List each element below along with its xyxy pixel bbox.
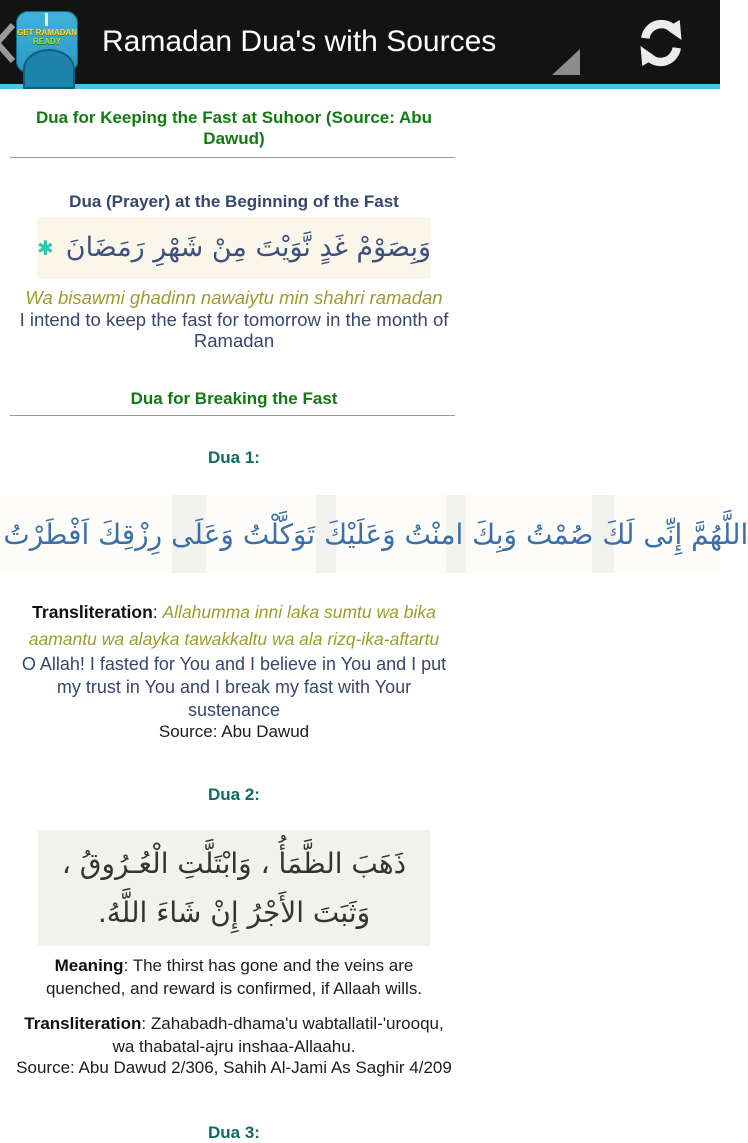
- colon: :: [152, 602, 163, 622]
- transliteration-label: Transliteration: [24, 1014, 142, 1033]
- translation-dua1: O Allah! I fasted for You and I believe in You and I put my trust in You and I break my fast with Your sustenance: [21, 654, 447, 720]
- arabic-text-dua1: اللَّهُمَّ إِنِّى لَكَ صُمْتُ وَبِكَ امنْتُ وَعَلَيْكَ تَوَكَّلْتُ وَعَلَى رِزْقِكَ اَفْطَرْتُ: [3, 517, 748, 551]
- back-chevron-icon[interactable]: [0, 22, 17, 64]
- transliteration-suhoor: Wa bisawmi ghadinn nawaiytu min shahri ramadan: [25, 287, 443, 308]
- app-icon[interactable]: [16, 11, 78, 73]
- transliteration-dua2: [16, 1012, 452, 1058]
- colon: :: [141, 1014, 151, 1033]
- refresh-icon: [632, 14, 690, 72]
- content-webview[interactable]: [0, 107, 748, 1143]
- meaning-dua2: [16, 954, 452, 1000]
- asterisk-icon: ✱: [36, 237, 54, 260]
- arabic-image-dua2: [38, 830, 430, 946]
- meaning-label: Meaning: [54, 956, 124, 975]
- arabic-image-dua1: [0, 495, 748, 573]
- dua1-heading: Dua 1:: [208, 448, 260, 467]
- app-icon-text-line1: GET RAMADAN: [17, 28, 77, 37]
- minaret-icon: [45, 13, 48, 26]
- arabic-text-dua2-line1: ذَهَبَ الظَّمَأُ ، وَابْتَلَّتِ الْعُـرُوقُ ،: [61, 847, 407, 880]
- divider: [10, 415, 455, 416]
- colon: :: [123, 956, 133, 975]
- refresh-button[interactable]: [632, 14, 690, 72]
- translation-suhoor: I intend to keep the fast for tomorrow in the month of Ramadan: [19, 309, 449, 351]
- section-title-suhoor: Dua for Keeping the Fast at Suhoor (Source: Abu Dawud): [35, 108, 433, 148]
- source-dua1: Source: Abu Dawud: [158, 722, 310, 741]
- transliteration-dua1: [14, 599, 454, 653]
- transliteration-text: Zahabadh-dhama'u wabtallatil-'urooqu, wa thabatal-ajru inshaa-Allaahu.: [112, 1014, 444, 1056]
- mosque-dome-icon: [23, 49, 75, 89]
- dua3-heading: Dua 3:: [208, 1123, 260, 1142]
- header-accent-bar: [0, 84, 720, 89]
- dua2-heading: Dua 2:: [208, 785, 260, 804]
- spinner-caret-icon[interactable]: [552, 49, 580, 75]
- section-title-breaking: Dua for Breaking the Fast: [130, 389, 338, 408]
- action-bar: [0, 0, 720, 84]
- app-icon-text-line2: READY: [32, 37, 61, 46]
- transliteration-text: Allahumma inni laka sumtu wa bika aamantu wa alayka tawakkaltu wa ala rizq-ika-aftartu: [28, 602, 440, 649]
- page-title: Ramadan Dua's with Sources: [102, 25, 497, 58]
- transliteration-label: Transliteration: [32, 602, 153, 622]
- arabic-text-dua2-line2: وَثَبَتَ الأَجْرُ إِنْ شَاءَ اللَّهُ.: [97, 896, 371, 929]
- meaning-text: The thirst has gone and the veins are quenched, and reward is confirmed, if Allaah wills.: [45, 956, 423, 998]
- divider: [10, 157, 455, 158]
- subheading-beginning-of-fast: Dua (Prayer) at the Beginning of the Fast: [69, 192, 399, 211]
- arabic-image-suhoor: [37, 217, 431, 279]
- source-dua2: Source: Abu Dawud 2/306, Sahih Al-Jami As Saghir 4/209: [16, 1058, 452, 1077]
- arabic-text-suhoor: وَبِصَوْمْ غَدٍ نَّوَيْتَ مِنْ شَهْرِ رَمَضَانَ: [65, 232, 432, 263]
